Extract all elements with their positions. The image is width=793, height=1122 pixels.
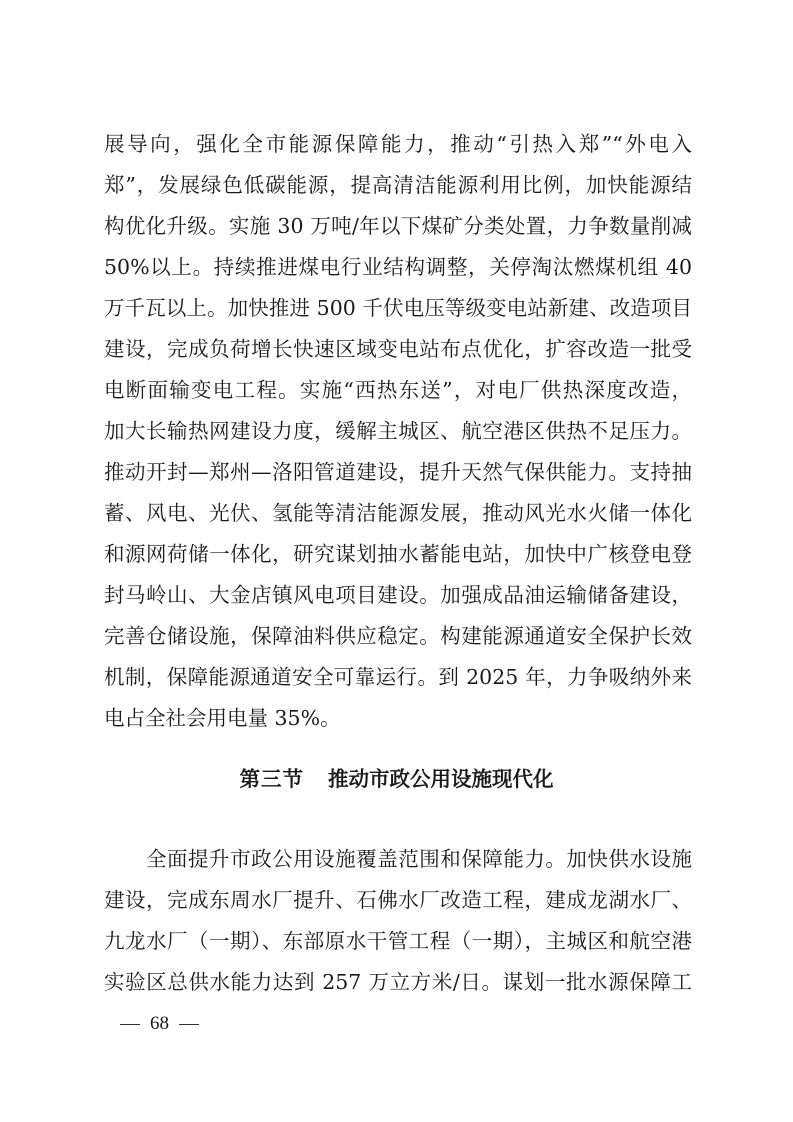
section-number: 第三节: [239, 767, 304, 791]
text-line: 九龙水厂（一期）、东部原水干管工程（一期），主城区和航空港: [104, 929, 692, 953]
text-line: 机制，保障能源通道安全可靠运行。到 2025 年，力争吸纳外来: [104, 665, 692, 689]
page-number: 68: [150, 1013, 169, 1034]
text-line: 构优化升级。实施 30 万吨/年以下煤矿分类处置，力争数量削减: [104, 214, 692, 238]
text-line: 和源网荷储一体化，研究谋划抽水蓄能电站，加快中广核登电登: [104, 542, 692, 566]
text-line: 郑”，发展绿色低碳能源，提高清洁能源利用比例，加快能源结: [104, 173, 692, 197]
section-heading: [0, 762, 793, 792]
text-line: 推动开封—郑州—洛阳管道建设，提升天然气保供能力。支持抽: [104, 460, 692, 484]
text-line: 实验区总供水能力达到 257 万立方米/日。谋划一批水源保障工: [104, 970, 692, 994]
text-line-indented: 全面提升市政公用设施覆盖范围和保障能力。加快供水设施: [146, 847, 692, 871]
page-footer: [120, 1013, 199, 1035]
dash-left: [120, 1024, 140, 1025]
section-title: 推动市政公用设施现代化: [328, 767, 554, 791]
text-line: 加大长输热网建设力度，缓解主城区、航空港区供热不足压力。: [104, 419, 692, 443]
text-line: 封马岭山、大金店镇风电项目建设。加强成品油运输储备建设，: [104, 583, 692, 607]
text-line: 建设，完成负荷增长快速区域变电站布点优化，扩容改造一批受: [104, 337, 692, 361]
text-line: 电占全社会用电量 35%。: [104, 706, 341, 730]
text-line: 展导向，强化全市能源保障能力，推动“引热入郑”“外电入: [104, 132, 692, 156]
text-line: 万千瓦以上。加快推进 500 千伏电压等级变电站新建、改造项目: [104, 296, 692, 320]
text-line: 完善仓储设施，保障油料供应稳定。构建能源通道安全保护长效: [104, 624, 692, 648]
text-line: 50%以上。持续推进煤电行业结构调整，关停淘汰燃煤机组 40: [104, 255, 692, 279]
text-line: 蓄、风电、光伏、氢能等清洁能源发展，推动风光水火储一体化: [104, 501, 692, 525]
dash-right: [179, 1024, 199, 1025]
text-line: 电断面输变电工程。实施“西热东送”，对电厂供热深度改造，: [104, 378, 692, 402]
text-line: 建设，完成东周水厂提升、石佛水厂改造工程，建成龙湖水厂、: [104, 888, 692, 912]
